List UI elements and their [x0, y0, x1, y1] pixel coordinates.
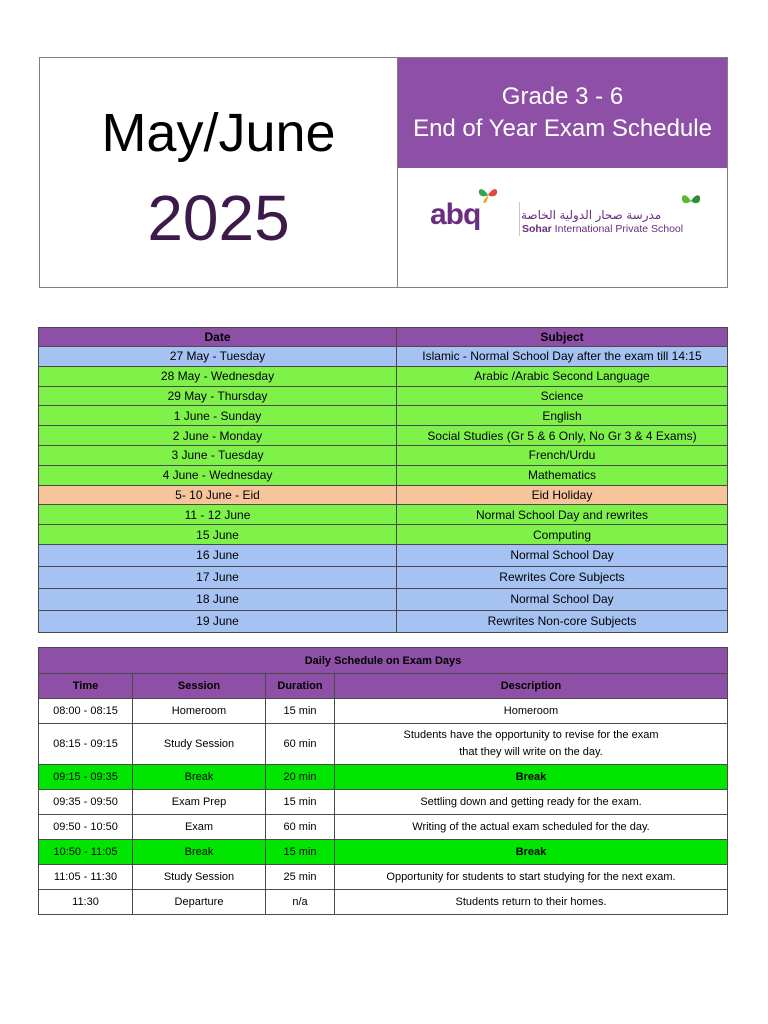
- title-panel: [398, 58, 727, 287]
- session-name: Exam: [133, 815, 266, 840]
- exam-subject: Islamic - Normal School Day after the exam till 14:15: [397, 347, 728, 367]
- logo-divider: [519, 202, 520, 236]
- table-row: [39, 588, 728, 610]
- duration-column-header: Duration: [266, 674, 335, 699]
- table-row: [39, 699, 728, 724]
- subject-column-header: Subject: [397, 328, 728, 347]
- session-duration: 15 min: [266, 790, 335, 815]
- session-description-line1: Students have the opportunity to revise for the exam: [403, 729, 659, 741]
- session-name: Homeroom: [133, 699, 266, 724]
- exam-date: 11 - 12 June: [39, 505, 397, 525]
- abq-logo-text: abq: [430, 198, 481, 231]
- session-time: 09:15 - 09:35: [39, 765, 133, 790]
- session-duration: 60 min: [266, 815, 335, 840]
- exam-date: 5- 10 June - Eid: [39, 485, 397, 505]
- session-column-header: Session: [133, 674, 266, 699]
- session-duration: 15 min: [266, 840, 335, 865]
- table-row: [39, 865, 728, 890]
- exam-subject: Science: [397, 386, 728, 406]
- school-name-rest: International Private School: [551, 223, 684, 235]
- daily-table-title-row: [39, 648, 728, 674]
- table-row: [39, 815, 728, 840]
- grade-label: Grade 3 - 6: [501, 83, 624, 110]
- exam-date: 1 June - Sunday: [39, 406, 397, 426]
- session-description: Homeroom: [335, 699, 728, 724]
- session-name: Study Session: [133, 724, 266, 765]
- exam-date: 16 June: [39, 544, 397, 566]
- table-row: [39, 525, 728, 545]
- session-description: Opportunity for students to start studying for the next exam.: [335, 865, 728, 890]
- table-row: [39, 724, 728, 765]
- session-name: Departure: [133, 890, 266, 915]
- month-title: May/June: [101, 103, 336, 163]
- session-description: [335, 724, 728, 765]
- exam-schedule-table: [38, 327, 728, 633]
- table-row: [39, 465, 728, 485]
- session-name: Break: [133, 840, 266, 865]
- session-time: 08:15 - 09:15: [39, 724, 133, 765]
- exam-date: 3 June - Tuesday: [39, 445, 397, 465]
- daily-table-header: [39, 674, 728, 699]
- exam-date: 29 May - Thursday: [39, 386, 397, 406]
- school-name: [522, 223, 683, 235]
- session-time: 11:05 - 11:30: [39, 865, 133, 890]
- session-duration: 25 min: [266, 865, 335, 890]
- exam-table-header: [39, 328, 728, 347]
- exam-subject: Normal School Day: [397, 588, 728, 610]
- exam-subject: English: [397, 406, 728, 426]
- exam-subject: Rewrites Non-core Subjects: [397, 610, 728, 632]
- arabic-school-name: مدرسة صحار الدولية الخاصة: [521, 208, 662, 222]
- butterfly-icon-right: [680, 192, 702, 210]
- school-logo: [398, 168, 727, 287]
- table-row: [39, 386, 728, 406]
- date-column-header: Date: [39, 328, 397, 347]
- table-row: [39, 610, 728, 632]
- session-description: Break: [335, 840, 728, 865]
- session-description: Writing of the actual exam scheduled for the day.: [335, 815, 728, 840]
- exam-subject: Eid Holiday: [397, 485, 728, 505]
- exam-subject: Computing: [397, 525, 728, 545]
- daily-table-title: Daily Schedule on Exam Days: [39, 648, 728, 674]
- exam-subject: Rewrites Core Subjects: [397, 566, 728, 588]
- session-time: 10:50 - 11:05: [39, 840, 133, 865]
- session-time: 09:35 - 09:50: [39, 790, 133, 815]
- exam-date: 2 June - Monday: [39, 426, 397, 446]
- exam-date: 17 June: [39, 566, 397, 588]
- exam-subject: Mathematics: [397, 465, 728, 485]
- daily-schedule-table: [38, 647, 728, 915]
- exam-date: 4 June - Wednesday: [39, 465, 397, 485]
- date-panel: [40, 58, 398, 287]
- exam-subject: Arabic /Arabic Second Language: [397, 366, 728, 386]
- table-row: [39, 445, 728, 465]
- year-title: 2025: [147, 182, 290, 254]
- exam-subject: Normal School Day: [397, 544, 728, 566]
- session-description: Break: [335, 765, 728, 790]
- table-row: [39, 840, 728, 865]
- session-duration: 20 min: [266, 765, 335, 790]
- schedule-title: End of Year Exam Schedule: [413, 115, 712, 142]
- session-description-line2: that they will write on the day.: [459, 746, 603, 758]
- session-time: 08:00 - 08:15: [39, 699, 133, 724]
- session-name: Break: [133, 765, 266, 790]
- table-row: [39, 544, 728, 566]
- table-row: [39, 765, 728, 790]
- session-duration: 15 min: [266, 699, 335, 724]
- session-name: Study Session: [133, 865, 266, 890]
- session-description: Settling down and getting ready for the exam.: [335, 790, 728, 815]
- exam-subject: Normal School Day and rewrites: [397, 505, 728, 525]
- session-duration: 60 min: [266, 724, 335, 765]
- header-block: [39, 57, 728, 288]
- exam-date: 15 June: [39, 525, 397, 545]
- session-time: 11:30: [39, 890, 133, 915]
- exam-subject: Social Studies (Gr 5 & 6 Only, No Gr 3 & 4 Exams): [397, 426, 728, 446]
- table-row: [39, 790, 728, 815]
- time-column-header: Time: [39, 674, 133, 699]
- exam-date: 19 June: [39, 610, 397, 632]
- table-row: [39, 505, 728, 525]
- session-time: 09:50 - 10:50: [39, 815, 133, 840]
- table-row: [39, 566, 728, 588]
- exam-subject: French/Urdu: [397, 445, 728, 465]
- description-column-header: Description: [335, 674, 728, 699]
- exam-date: 18 June: [39, 588, 397, 610]
- exam-date: 28 May - Wednesday: [39, 366, 397, 386]
- table-row: [39, 485, 728, 505]
- school-name-bold: Sohar: [522, 223, 552, 235]
- table-row: [39, 890, 728, 915]
- table-row: [39, 406, 728, 426]
- session-name: Exam Prep: [133, 790, 266, 815]
- table-row: [39, 366, 728, 386]
- title-band: [398, 58, 727, 168]
- session-description: Students return to their homes.: [335, 890, 728, 915]
- session-duration: n/a: [266, 890, 335, 915]
- table-row: [39, 347, 728, 367]
- table-row: [39, 426, 728, 446]
- exam-date: 27 May - Tuesday: [39, 347, 397, 367]
